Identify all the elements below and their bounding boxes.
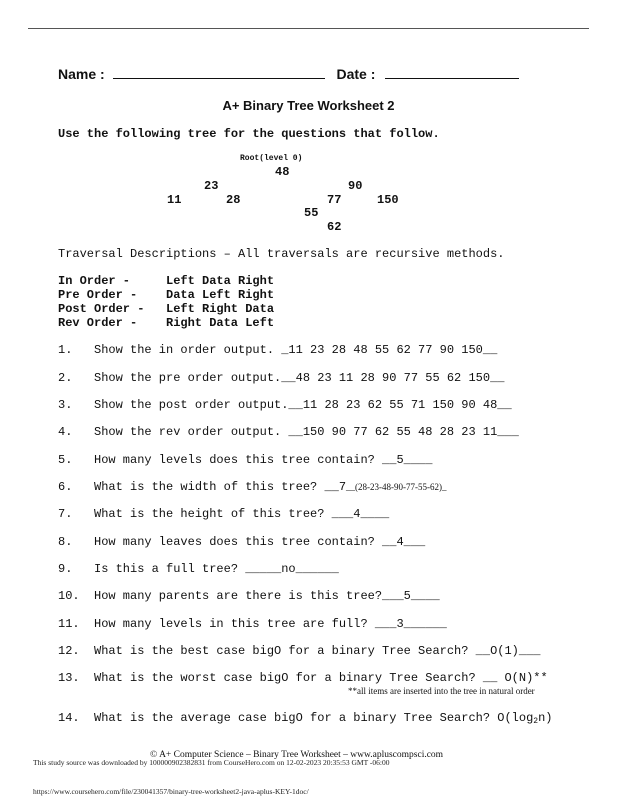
question-2 [58, 371, 504, 385]
question-number: 10. [58, 589, 80, 603]
name-date-line [58, 66, 519, 82]
subscript: 2 [533, 717, 539, 726]
traversal-name: Pre Order - [58, 288, 138, 302]
question-number: 3. [58, 398, 73, 412]
traversal-name: In Order - [58, 274, 131, 288]
traversal-desc: Left Right Data [166, 302, 275, 316]
question-text: Show the in order output. _11 23 28 48 55 62 77 90 150__ [94, 343, 498, 357]
tree-node: 55 [304, 206, 319, 220]
date-blank [385, 66, 519, 79]
question-number: 14. [58, 711, 80, 725]
question-number: 11. [58, 617, 80, 631]
question-10 [58, 589, 440, 603]
question-number: 7. [58, 507, 73, 521]
tree-node: 23 [204, 179, 219, 193]
question-14 [58, 711, 553, 726]
question-number: 4. [58, 425, 73, 439]
question-13-note: **all items are inserted into the tree in natural order [348, 686, 535, 696]
question-text: What is the width of this tree? __7 [94, 480, 347, 494]
traversal-row [58, 316, 274, 330]
question-number: 9. [58, 562, 73, 576]
tree-node: 62 [327, 220, 342, 234]
question-text-tail: n) [538, 711, 553, 725]
tree-node: 28 [226, 193, 241, 207]
question-text: What is the worst case bigO for a binary Tree Search? __ O(N)** [94, 671, 548, 685]
question-5 [58, 453, 432, 467]
question-text: How many parents are there is this tree?___5____ [94, 589, 440, 603]
top-rule [28, 28, 589, 29]
tree-node: 11 [167, 193, 182, 207]
traversal-row [58, 274, 274, 288]
question-7 [58, 507, 389, 521]
question-8 [58, 535, 425, 549]
tree-node: 77 [327, 193, 342, 207]
question-6 [58, 480, 447, 494]
question-3 [58, 398, 512, 412]
traversal-desc: Data Left Right [166, 288, 275, 302]
question-text: What is the best case bigO for a binary Tree Search? __O(1)___ [94, 644, 541, 658]
traversal-name: Rev Order - [58, 316, 138, 330]
question-11 [58, 617, 447, 631]
question-text: Is this a full tree? _____no______ [94, 562, 339, 576]
name-blank [113, 66, 325, 79]
question-extra: __(28-23-48-90-77-55-62)_ [346, 482, 447, 492]
question-1 [58, 343, 497, 357]
question-text: Show the rev order output. __150 90 77 62 55 48 28 23 11___ [94, 425, 519, 439]
question-text: What is the average case bigO for a binary Tree Search? O(log [94, 711, 534, 725]
name-label: Name : [58, 66, 105, 82]
question-text: Show the post order output.__11 28 23 62 55 71 150 90 48__ [94, 398, 512, 412]
question-number: 8. [58, 535, 73, 549]
question-number: 5. [58, 453, 73, 467]
question-text: Show the pre order output.__48 23 11 28 90 77 55 62 150__ [94, 371, 505, 385]
traversal-desc: Left Data Right [166, 274, 275, 288]
intro-text: Use the following tree for the questions that follow. [58, 127, 440, 141]
question-text: How many levels does this tree contain? __5____ [94, 453, 433, 467]
tree-node: 90 [348, 179, 363, 193]
traversal-heading: Traversal Descriptions – All traversals are recursive methods. [58, 247, 505, 261]
question-text: How many leaves does this tree contain? __4___ [94, 535, 426, 549]
question-9 [58, 562, 339, 576]
date-label: Date : [336, 66, 376, 82]
question-13 [58, 671, 548, 685]
question-number: 13. [58, 671, 80, 685]
tree-node: 150 [377, 193, 399, 207]
traversal-row [58, 288, 274, 302]
footer-url[interactable]: https://www.coursehero.com/file/230041357/binary-tree-worksheet2-java-aplus-KEY-1doc/ [33, 787, 309, 796]
question-number: 2. [58, 371, 73, 385]
question-number: 12. [58, 644, 80, 658]
question-4 [58, 425, 519, 439]
traversal-name: Post Order - [58, 302, 145, 316]
traversal-desc: Right Data Left [166, 316, 275, 330]
footer-copyright: © A+ Computer Science – Binary Tree Worksheet – www.apluscompsci.com [150, 750, 444, 760]
page-title: A+ Binary Tree Worksheet 2 [222, 98, 395, 113]
footer-study-source: This study source was downloaded by 100000902382831 from CourseHero.com on 12-02-2023 20:35:53 GMT -06:00 [33, 758, 390, 767]
question-12 [58, 644, 540, 658]
question-number: 6. [58, 480, 73, 494]
tree-root-label: Root(level 0) [240, 154, 303, 163]
question-text: What is the height of this tree? ___4____ [94, 507, 390, 521]
tree-node: 48 [275, 165, 290, 179]
traversal-row [58, 302, 274, 316]
question-number: 1. [58, 343, 73, 357]
question-text: How many levels in this tree are full? ___3______ [94, 617, 447, 631]
